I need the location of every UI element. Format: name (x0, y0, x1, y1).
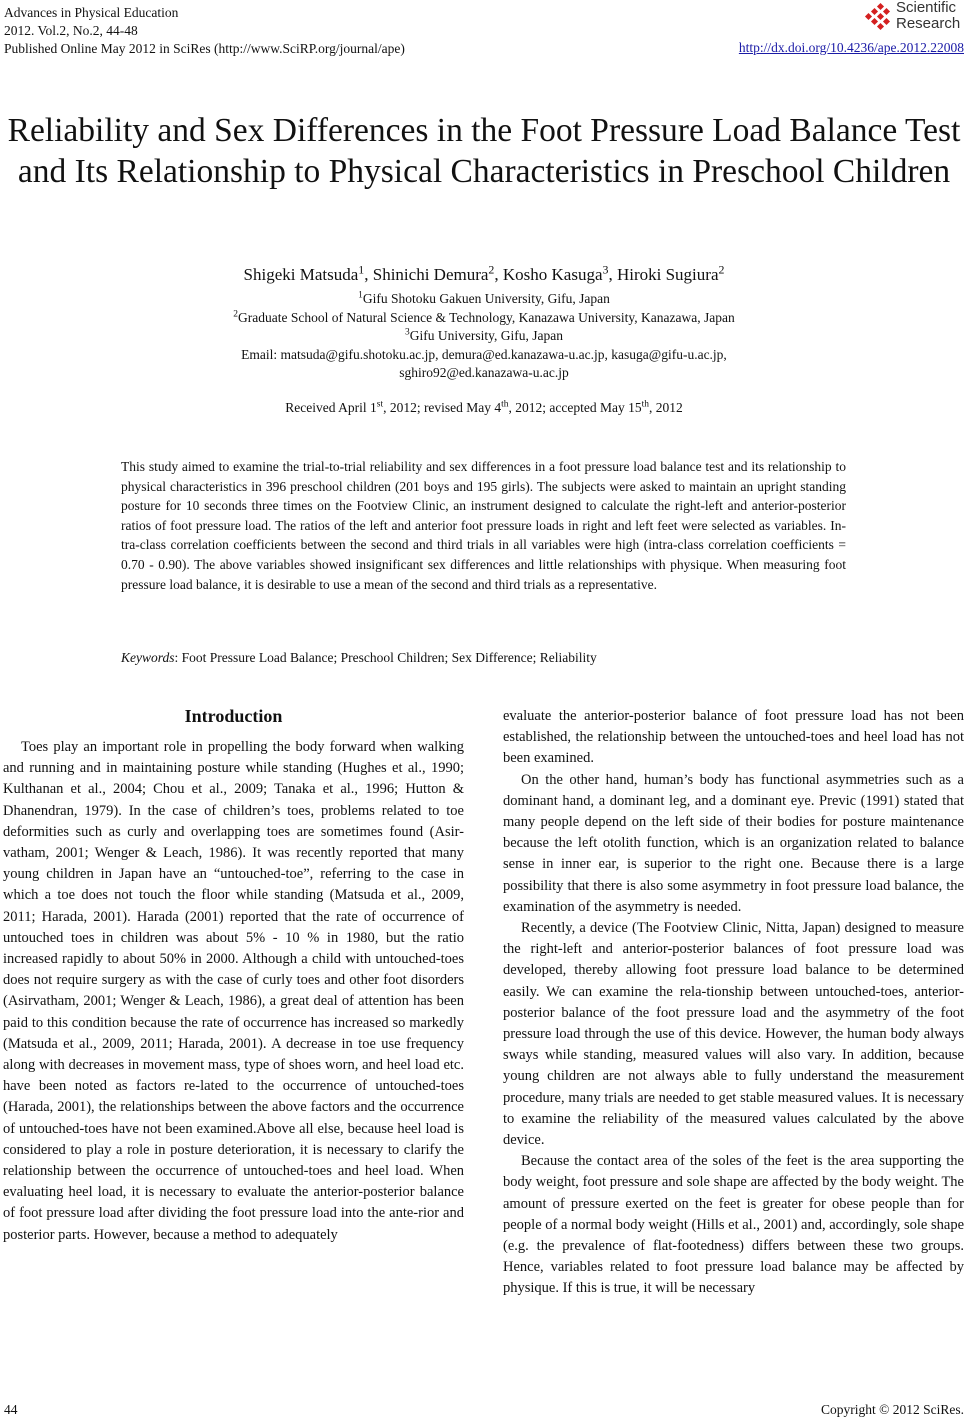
author-name: Kosho Kasuga (502, 265, 603, 284)
abstract: This study aimed to examine the trial-to-trial reliability and sex differences in a foot pressure load balance test and its relationship to physical characteristics in 396 preschool children (201 boys and 195 girls). The subjects were asked to maintain an upright standing posture for 10 seconds three times on the Footview Clinic, an instrument designed to calculate the right-left and anterior-posterior ratios of foot pressure load. The ratios of the left and anterior foot pressure loads in right and left feet were selected as variables. In-tra-class correlation coefficients between the second and third trials in all variables were high (intra-class correlation coefficients = 0.70 - 0.90). The above variables showed insignificant sex differences and little relationships with physique. When measuring foot pressure load balance, it is desirable to use a mean of the second and third trials as a representative. (121, 459, 846, 592)
doi-link[interactable]: http://dx.doi.org/10.4236/ape.2012.22008 (738, 40, 964, 55)
paragraph: Because the contact area of the soles of the feet is the area supporting the body weight, foot pressure and sole shape are affected by the body weight. The amount of pressure exerted on the feet is greater for obese people than for people of a normal body weight (Hills et al., 2001) and, accordingly, sole shape (e.g. the prevalence of flat-footedness) differs between these two groups. Hence, variables related to foot pressure load balance may be affected by physique. If this is true, it will be necessary (503, 1153, 964, 1297)
affil-text: Graduate School of Natural Science & Technology, Kanazawa University, Kanazawa, Japan (237, 309, 735, 325)
logo-text-line1: Scientific (896, 0, 957, 16)
logo-text (896, 0, 968, 32)
ordinal-sup: th (501, 399, 509, 410)
author-separator: , (494, 265, 503, 284)
author-name: Shinichi Demura (372, 265, 489, 284)
section-heading-introduction: Introduction (184, 706, 283, 726)
affil-text: Gifu Shotoku Gakuen University, Gifu, Japan (362, 291, 610, 306)
year-text: , 2012 (648, 400, 683, 415)
received-dates (0, 400, 968, 416)
email-line-1: Email: matsuda@gifu.shotoku.ac.jp, demura@ed.kanazawa-u.ac.jp, kasuga@gifu-u.ac.jp, (241, 346, 727, 362)
author-affil-sup: 2 (718, 262, 725, 277)
scires-logo-icon (864, 2, 894, 32)
journal-header (4, 4, 405, 58)
affiliation-1 (0, 290, 968, 309)
author-affil-sup: 3 (602, 262, 609, 277)
revised-text: , 2012; revised May 4 (383, 400, 502, 415)
copyright: Copyright © 2012 SciRes. (820, 1402, 964, 1417)
affil-text: Gifu University, Gifu, Japan (409, 328, 563, 344)
affil-sup: 1 (358, 290, 363, 301)
keywords (121, 650, 597, 666)
paragraph: On the other hand, human’s body has functional asymmetries such as a dominant hand, a dominant leg, and a dominant eye. Previc (1991) stated that many people depend on the left side of their bodies for posture maintenance because the left otolith function, which is an organization related to balance sense in inner ear, is superior to the right one. Because there is a large possibility that there is also some asymmetry in foot pressure load balance, the examination of the asymmetry is needed. (503, 771, 964, 915)
author-1 (243, 262, 373, 284)
affiliation-2 (0, 309, 968, 328)
author-affil-sup: 1 (358, 262, 365, 277)
accepted-text: , 2012; accepted May 15 (508, 400, 642, 415)
logo-text-line2: Research (896, 15, 961, 32)
author-separator: , (608, 265, 617, 284)
affiliation-3 (0, 327, 968, 346)
page-number: 44 (4, 1402, 18, 1417)
author-list (0, 263, 968, 287)
body-column-left (3, 703, 464, 1246)
email-line-2: sghiro92@ed.kanazawa-u.ac.jp (399, 365, 569, 381)
affil-sup: 3 (405, 327, 410, 338)
published-line: Published Online May 2012 in SciRes (http://www.SciRP.org/journal/ape) (4, 41, 405, 56)
affil-sup: 2 (233, 309, 238, 320)
paragraph: evaluate the anterior-posterior balance of foot pressure load has not been established, the relationship between the untouched-toes and heel load has not been examined. (503, 708, 964, 767)
keywords-label: Keywords (121, 650, 175, 665)
author-affil-sup: 2 (488, 262, 495, 277)
paragraph: Toes play an important role in propelling the body forward when walking and running and in maintaining posture while standing (Hughes et al., 1990; Kulthanan et al., 2004; Chou et al., 2009; Tanaka et al., 1996; Hutton & Dhanendran, 1979). In the case of children’s toes, problems related to toe deformities such as curly and overlapping toes are sometimes found (Asir-vatham, 2001; Wenger & Leach, 1986). It was recently reported that many young children in Japan have an “untouched-toe”, referring to the case in which a toe does not touch the floor while standing (Matsuda et al., 2009, 2011; Harada, 2001). Harada (2001) reported that the rate of occurrence of untouched toes in children was about 5% - 10 % in 1980, but the ratio increased rapidly to about 50% in 2000. Although a child with untouched-toes does not require surgery as with the case of curly toes and other foot disorders (Asirvatham, 2001; Wenger & Leach, 1986), a great deal of attention has been paid to this condition because the rate of occurrence has increased so markedly (Matsuda et al., 2009, 2011; Harada, 2001). A decrease in toe use frequency along with decreases in movement mass, type of shoes worn, and heel load etc. have been noted as factors re-lated to the occurrence of untouched-toes (Harada, 2001), the relationships between the above factors and the occurrence of untouched-toes have not been examined.Above all else, because heel load is considered to play a role in posture deterioration, it is necessary to clarify the relationship between the occurrence of untouched-toes and heel load. When evaluating heel load, it is necessary to evaluate the anterior-posterior balance of foot pressure load after dividing the foot pressure load into the ante-rior and posterior parts. However, because a method to adequately (3, 739, 464, 1243)
paper-title: Reliability and Sex Differences in the Foot Pressure Load Balance Test and Its Relationship to Physical Characteristics in Preschool Children (7, 112, 961, 190)
journal-name: Advances in Physical Education (4, 5, 179, 20)
ordinal-sup: st (376, 399, 384, 410)
author-name: Shigeki Matsuda (243, 265, 359, 284)
author-4 (616, 262, 725, 284)
author-name: Hiroki Sugiura (616, 265, 719, 284)
body-column-right (503, 706, 964, 1300)
paragraph: Recently, a device (The Footview Clinic, Nitta, Japan) designed to measure the right-left and anterior-posterior balances of foot pressure load was developed, thereby allowing foot pressure load balance to be determined easily. We can examine the rela-tionship between untouched-toes, anterior-posterior balance of the foot pressure load and the asymmetry of the foot pressure load through the use of this device. However, the human body always sways while standing, measured values will also vary. In addition, because young children are not always able to fully understand the measurement procedure, many trials are needed to get stable measured values. It is necessary to examine the reliability of the measured values calculated by the above device. (503, 920, 964, 1149)
keywords-list: : Foot Pressure Load Balance; Preschool Children; Sex Difference; Reliability (174, 650, 597, 665)
received-text: Received April 1 (285, 400, 377, 415)
ordinal-sup: th (641, 399, 649, 410)
scientific-research-logo (864, 0, 964, 36)
journal-volume: 2012. Vol.2, No.2, 44-48 (4, 23, 138, 38)
author-3 (502, 262, 617, 284)
author-separator: , (364, 265, 373, 284)
author-2 (372, 262, 503, 284)
affiliations (0, 290, 968, 383)
